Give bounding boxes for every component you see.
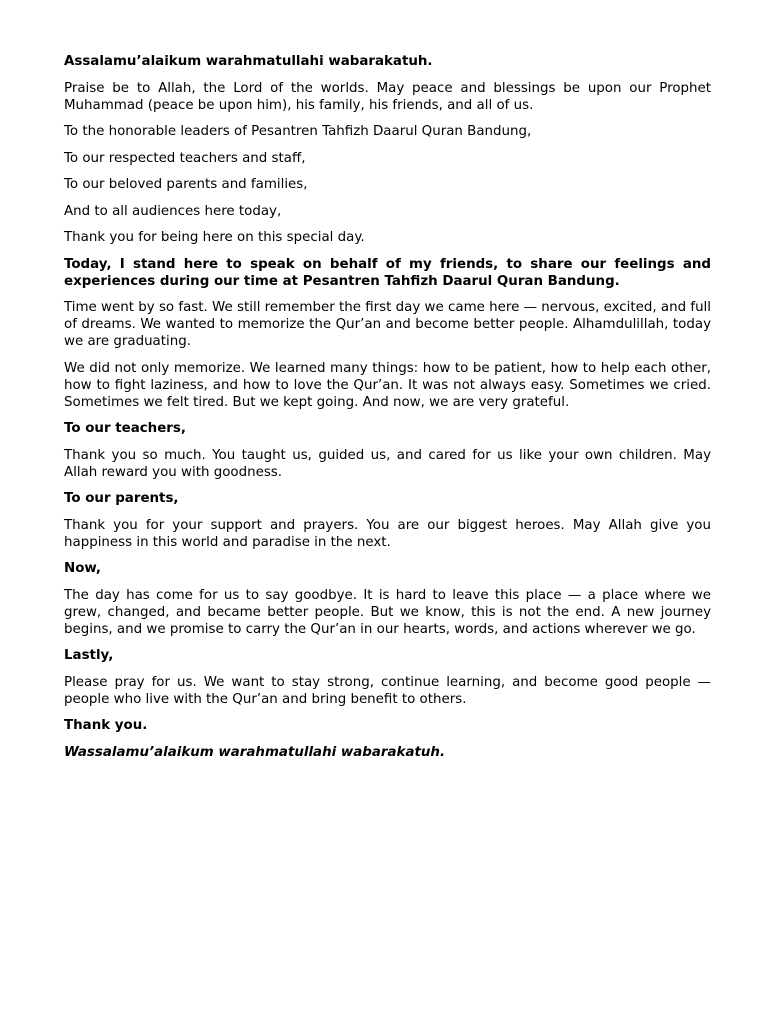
greeting-closing: Wassalamu’alaikum warahmatullahi wabarakatuh. [64, 744, 446, 760]
greeting-opening: Assalamu’alaikum warahmatullahi wabarakatuh. [64, 54, 433, 69]
goodbye-paragraph: The day has come for us to say goodbye. It is hard to leave this place — a place where we grew, changed, and became better people. But we know, this is not the end. A new journey begins, and we promise to carry the Qur’an in our hearts, words, and actions wherever we go. [64, 587, 711, 637]
heading-lastly: Lastly, [64, 648, 114, 663]
memory-paragraph: Time went by so fast. We still remember the first day we came here — nervous, excited, and full of dreams. We wanted to memorize the Qur’an and become better people. Alhamdulillah, today we are graduating. [64, 300, 711, 349]
salutation-leaders: To the honorable leaders of Pesantren Tahfizh Daarul Quran Bandung, [64, 124, 532, 139]
praise-paragraph: Praise be to Allah, the Lord of the worlds. May peace and blessings be upon our Prophet Muhammad (peace be upon him), his family, his friends, and all of us. [64, 80, 711, 113]
closing-thanks: Thank you. [64, 718, 148, 733]
salutation-audience: And to all audiences here today, [64, 203, 282, 219]
thanks-attendance: Thank you for being here on this special day. [64, 230, 365, 245]
heading-parents: To our parents, [64, 491, 179, 506]
lessons-paragraph: We did not only memorize. We learned many things: how to be patient, how to help each other, how to fight laziness, and how to love the Qur’an. It was not always easy. Sometimes we cried. Sometimes we felt tired. But we kept going. And now, we are very grateful. [64, 360, 711, 410]
purpose-statement: Today, I stand here to speak on behalf of my friends, to share our feelings and experiences during our time at Pesantren Tahfizh Daarul Quran Bandung. [64, 256, 711, 289]
salutation-parents: To our beloved parents and families, [64, 177, 308, 192]
teachers-paragraph: Thank you so much. You taught us, guided us, and cared for us like your own children. May Allah reward you with goodness. [64, 447, 711, 480]
heading-teachers: To our teachers, [64, 421, 186, 436]
prayer-paragraph: Please pray for us. We want to stay strong, continue learning, and become good people — people who live with the Qur’an and bring benefit to others. [64, 674, 711, 707]
document-page [64, 53, 711, 770]
heading-now: Now, [64, 561, 102, 576]
salutation-teachers: To our respected teachers and staff, [64, 150, 306, 166]
parents-paragraph: Thank you for your support and prayers. You are our biggest heroes. May Allah give you happiness in this world and paradise in the next. [64, 517, 711, 550]
